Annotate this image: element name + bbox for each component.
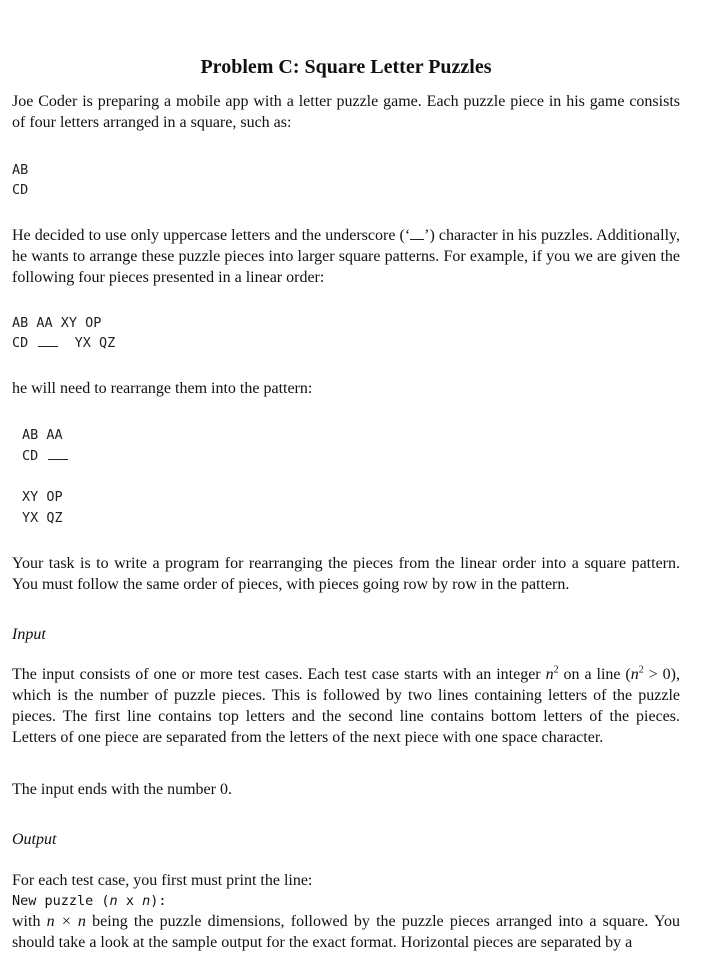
- description-part-b: ’) character in his puzzles. Additionally, he wants to arrange these puzzle pieces into larger square patterns. For example, if you we are given the following four pieces presented in a linear order:: [12, 227, 680, 286]
- output-code-line: [12, 890, 680, 912]
- math-n-2: n: [630, 666, 639, 683]
- code-n2: n: [142, 893, 151, 909]
- code-n1: n: [109, 893, 118, 909]
- linear-line2-part-a: CD: [12, 335, 29, 351]
- underscore-glyph: [410, 227, 424, 240]
- example-piece-line1: AB: [12, 162, 29, 178]
- pattern-row2-bottom: YX QZ: [22, 510, 63, 526]
- input-text-a: The input consists of one or more test cases. Each test case starts with an integer: [12, 666, 546, 683]
- math-nxn: n × n: [46, 913, 86, 930]
- code-times: x: [117, 893, 143, 909]
- intro-paragraph: Joe Coder is preparing a mobile app with a letter puzzle game. Each puzzle piece in his game consists of four letters arranged in a square, such as:: [12, 93, 680, 131]
- description-part-a: He decided to use only uppercase letters and the underscore (‘: [12, 227, 411, 244]
- example-piece-line2: CD: [12, 182, 29, 198]
- pattern-row2-top: XY OP: [22, 489, 63, 505]
- code-part-b: ):: [150, 893, 167, 909]
- pattern-row1-bottom: [22, 446, 68, 467]
- pattern-intro: he will need to rearrange them into the pattern:: [12, 380, 313, 397]
- description-paragraph: [12, 225, 680, 288]
- output-description: [12, 911, 680, 953]
- output-text-a: with: [12, 913, 47, 930]
- pattern-row1-bottom-text: CD: [22, 448, 39, 464]
- underscore-blank: [38, 336, 58, 347]
- page-title: Problem C: Square Letter Puzzles: [200, 56, 492, 78]
- output-paragraph: For each test case, you first must print the line:: [12, 872, 313, 889]
- linear-example-line2: [12, 333, 115, 354]
- input-heading: Input: [12, 626, 46, 643]
- math-n: n: [545, 666, 554, 683]
- linear-line2-part-b: YX QZ: [74, 335, 116, 351]
- math-exponent-2: 2: [638, 664, 644, 676]
- code-part-a: New puzzle (: [12, 893, 110, 909]
- output-heading: Output: [12, 831, 57, 848]
- input-text-b: on a line (: [558, 666, 631, 683]
- task-paragraph: Your task is to write a program for rearranging the pieces from the linear order into a square pattern. You must follow the same order of pieces, with pieces going row by row in the pattern.: [12, 555, 680, 593]
- output-text-b: being the puzzle dimensions, followed by the puzzle pieces arranged into a square. You should take a look at the sample output for the exact format. Horizontal pieces are separated by a: [12, 913, 681, 951]
- pattern-row1-top: AB AA: [22, 427, 63, 443]
- input-text-c: > 0), which is the number of puzzle pieces. This is followed by two lines containing letters of the puzzle pieces. The first line contains top letters and the second line contains bottom letters of the pieces. Letters of one piece are separated from the letters of the next piece with one space character.: [12, 666, 680, 746]
- linear-example-line1: AB AA XY OP: [12, 315, 102, 331]
- input-end-paragraph: The input ends with the number 0.: [12, 781, 232, 798]
- underscore-blank: [48, 449, 68, 460]
- math-exponent: 2: [553, 664, 559, 676]
- input-paragraph: [12, 664, 680, 748]
